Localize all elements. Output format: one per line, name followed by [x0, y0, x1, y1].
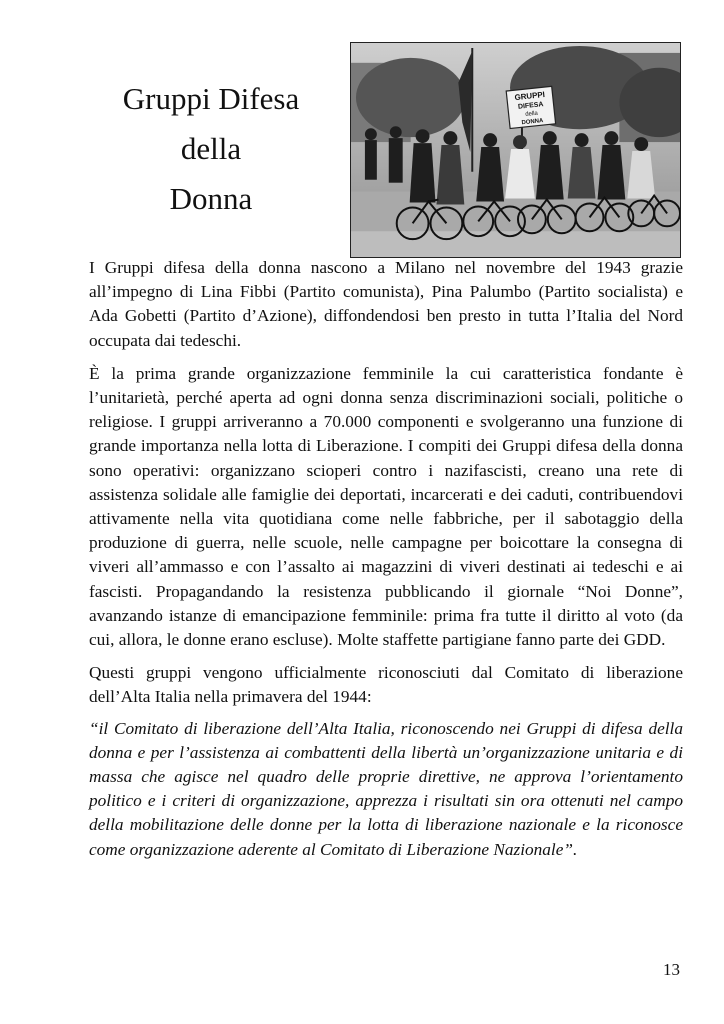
title-line-2: della [180, 131, 242, 166]
page-number: 13 [663, 960, 680, 979]
historical-photo [350, 42, 681, 258]
sign-text-3: della [525, 110, 539, 118]
sign-text-4: DONNA [521, 118, 544, 127]
photo-illustration [351, 43, 680, 257]
quote-paragraph: “il Comitato di liberazione dell’Alta Italia, riconoscendo nei Gruppi di difesa della donna e per l’assistenza ai combattenti della libertà un’organizzazione unitaria e di massa che agisce nel quadro delle proprie direttive, ne approva l’orientamento politico e i criteri di organizzazione, apprezza i risultati sin ora ottenuti nel campo della mobilitazione delle donne per la lotta di liberazione nazionale e la riconosce come organizzazione aderente al Comitato di Liberazione Nazionale”. [89, 718, 683, 859]
paragraph-3: Questi gruppi vengono ufficialmente riconosciuti dal Comitato di liberazione dell’Alta Italia nella primavera del 1944: [89, 663, 683, 707]
page-title [96, 74, 326, 224]
sign-text-2: DIFESA [517, 101, 544, 111]
sign-text-1: GRUPPI [514, 89, 546, 103]
title-line-1: Gruppi Difesa [122, 81, 300, 116]
paragraph-1: I Gruppi difesa della donna nascono a Milano nel novembre del 1943 grazie all’impegno di Lina Fibbi (Partito comunista), Pina Palumbo (Partito socialista) e Ada Gobetti (Partito d’Azione), diffondendosi ben presto in tutta l’Italia del Nord occupata dai tedeschi. [89, 258, 683, 350]
title-line-3: Donna [169, 181, 253, 216]
paragraph-2: È la prima grande organizzazione femminile la cui caratteristica fondante è l’unitarietà, perché aperta ad ogni donna senza discriminazioni sociali, politiche o religiose. I gruppi arriveranno a 70.000 componenti e svolgeranno una funzione di grande importanza nella lotta di Liberazione. I compiti dei Gruppi difesa della donna sono operativi: organizzano scioperi contro i nazifascisti, creano una rete di assistenza solidale alle famiglie dei deportati, incarcerati e dei caduti, contribuendovi attivamente nella vita quotidiana come nelle fabbriche, per il sabotaggio della produzione di guerra, nelle scuole, nelle campagne per boicottare la consegna di viveri all’ammasso e con l’assalto ai magazzini di viveri destinati ai tedeschi e ai fascisti. Propagandando la resistenza pubblicando il giornale “Noi Donne”, avanzando istanze di emancipazione femminile: prima fra tutte il diritto al voto (da cui, allora, le donne erano escluse). Molte staffette partigiane fanno parte dei GDD. [89, 363, 683, 650]
article-body [89, 256, 683, 871]
